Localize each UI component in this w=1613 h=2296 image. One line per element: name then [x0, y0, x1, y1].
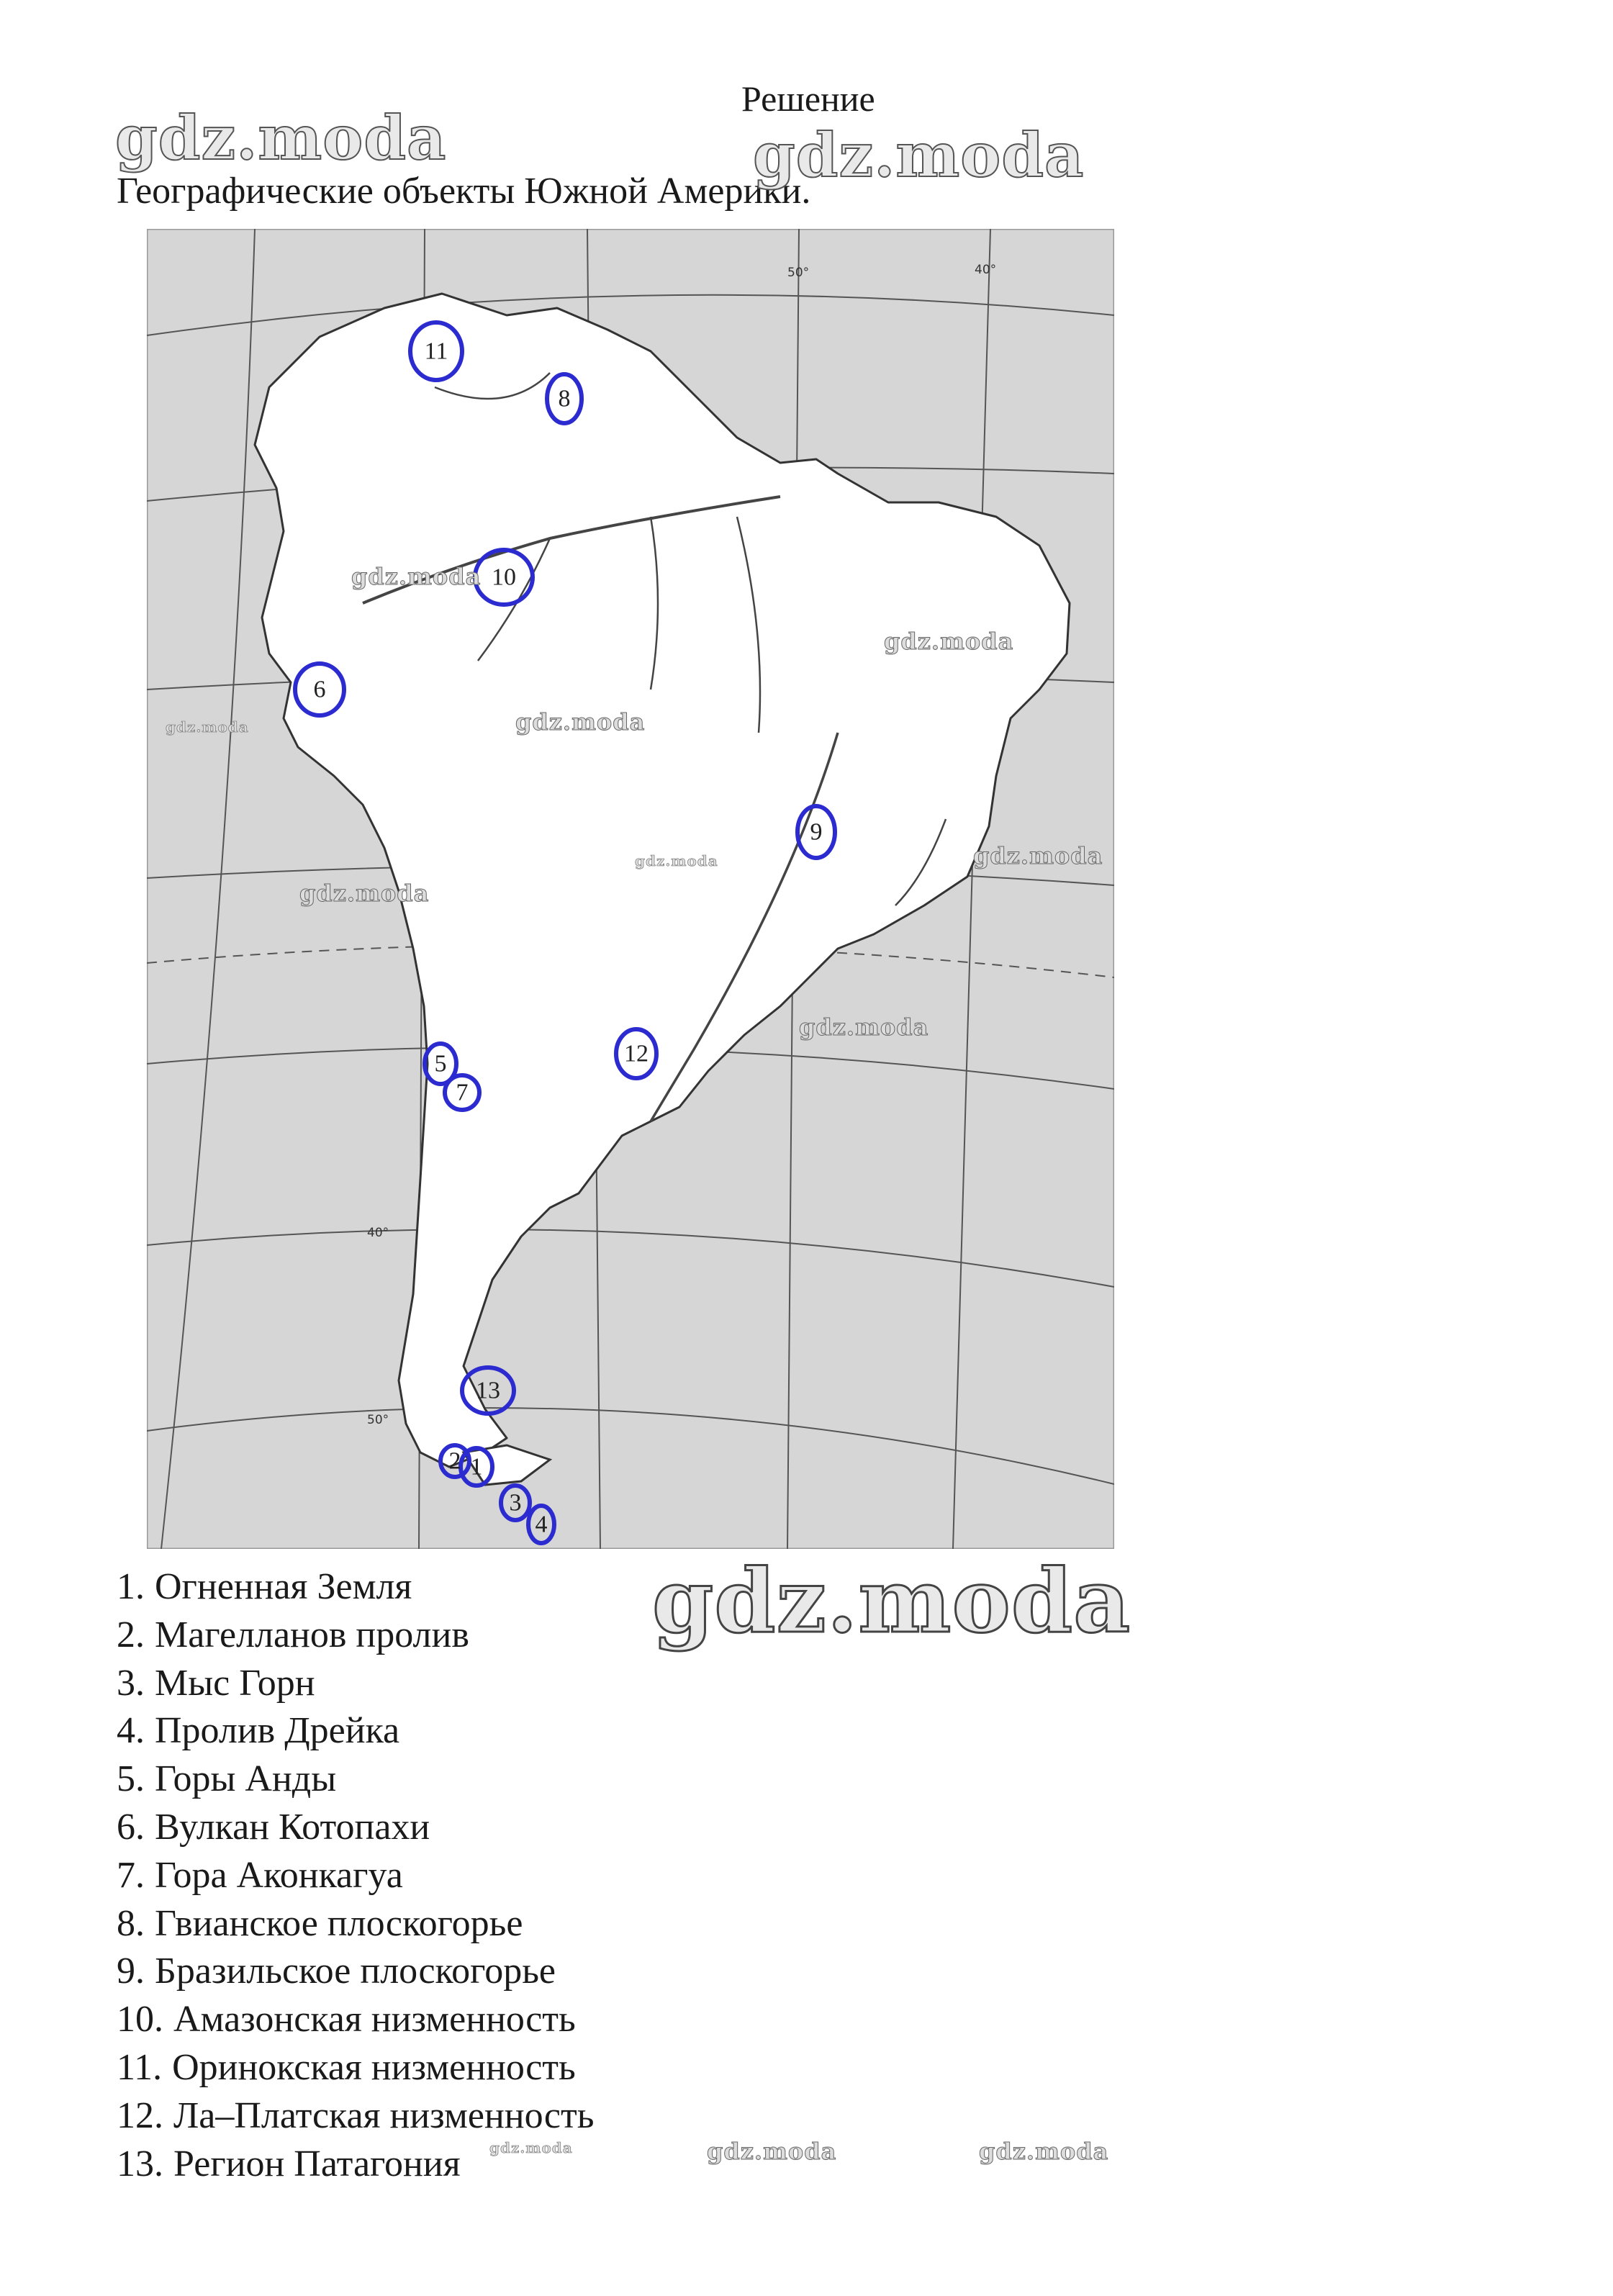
legend-number: 6.	[117, 1806, 145, 1848]
legend-number: 1.	[117, 1566, 145, 1607]
watermark: gdz.moda	[115, 102, 447, 173]
marker-label: 11	[424, 338, 448, 365]
legend-item	[117, 1996, 594, 2044]
marker-label: 4	[535, 1511, 548, 1538]
south-america-map	[147, 229, 1114, 1549]
legend-item	[117, 1563, 594, 1612]
legend-item	[117, 2092, 594, 2141]
watermark: gdz.moda	[753, 119, 1085, 191]
watermark: gdz.moda	[489, 2139, 573, 2156]
watermark: gdz.moda	[515, 708, 646, 736]
legend-text: Амазонская низменность	[173, 1999, 576, 2040]
legend-number: 4.	[117, 1710, 145, 1752]
marker-label: 10	[492, 564, 516, 591]
legend-item	[117, 1755, 594, 1804]
watermark: gdz.moda	[979, 2138, 1109, 2165]
legend-text: Пролив Дрейка	[155, 1710, 400, 1752]
marker-label: 8	[558, 385, 571, 412]
legend-text: Оринокская низменность	[172, 2046, 576, 2088]
legend-item	[117, 1900, 594, 1948]
legend-number: 9.	[117, 1951, 145, 1992]
graticule-label: 50°	[367, 1413, 389, 1427]
watermark: gdz.moda	[884, 628, 1014, 655]
watermark: gdz.moda	[652, 1549, 1131, 1653]
legend-text: Горы Анды	[155, 1758, 337, 1800]
legend-text: Гвианское плоскогорье	[155, 1902, 523, 1944]
legend-item	[117, 1707, 594, 1755]
legend-text: Регион Патагония	[173, 2143, 461, 2184]
legend-number: 3.	[117, 1662, 145, 1704]
marker-label: 1	[470, 1453, 483, 1481]
watermark: gdz.moda	[635, 852, 718, 869]
page-heading: Решение	[741, 78, 875, 119]
legend-number: 11.	[117, 2046, 163, 2088]
marker-label: 9	[810, 818, 823, 846]
legend-item	[117, 1804, 594, 1852]
marker-label: 13	[476, 1377, 500, 1404]
legend-list	[117, 1563, 594, 2188]
legend-text: Огненная Земля	[155, 1566, 412, 1607]
watermark: gdz.moda	[351, 563, 482, 590]
marker-label: 6	[313, 676, 326, 703]
marker-label: 12	[624, 1040, 649, 1067]
watermark: gdz.moda	[299, 880, 430, 907]
marker-label: 3	[509, 1489, 522, 1517]
legend-text: Бразильское плоскогорье	[155, 1951, 556, 1992]
legend-number: 5.	[117, 1758, 145, 1800]
legend-text: Вулкан Котопахи	[155, 1806, 430, 1848]
legend-text: Ла–Платская низменность	[173, 2094, 595, 2136]
legend-number: 13.	[117, 2143, 163, 2184]
marker-label: 5	[434, 1050, 447, 1077]
watermark: gdz.moda	[707, 2138, 837, 2165]
legend-item	[117, 1852, 594, 1900]
graticule-label: 50°	[787, 266, 810, 280]
legend-item	[117, 1660, 594, 1708]
watermark: gdz.moda	[166, 718, 249, 736]
graticule-label: 40°	[975, 263, 997, 277]
watermark: gdz.moda	[973, 842, 1103, 869]
legend-number: 2.	[117, 1614, 145, 1655]
marker-label: 7	[456, 1079, 469, 1106]
graticule-label: 40°	[367, 1226, 389, 1240]
legend-text: Мыс Горн	[155, 1662, 315, 1704]
marker-label: 2	[448, 1447, 461, 1475]
watermark: gdz.moda	[799, 1013, 929, 1041]
legend-number: 12.	[117, 2094, 163, 2136]
legend-number: 7.	[117, 1854, 145, 1896]
legend-number: 10.	[117, 1999, 163, 2040]
legend-text: Гора Аконкагуа	[155, 1854, 403, 1896]
legend-item	[117, 2044, 594, 2092]
page-subtitle: Географические объекты Южной Америки.	[117, 171, 811, 212]
legend-item	[117, 1948, 594, 1996]
legend-text: Магелланов пролив	[155, 1614, 469, 1655]
legend-item	[117, 1612, 594, 1660]
legend-number: 8.	[117, 1902, 145, 1944]
